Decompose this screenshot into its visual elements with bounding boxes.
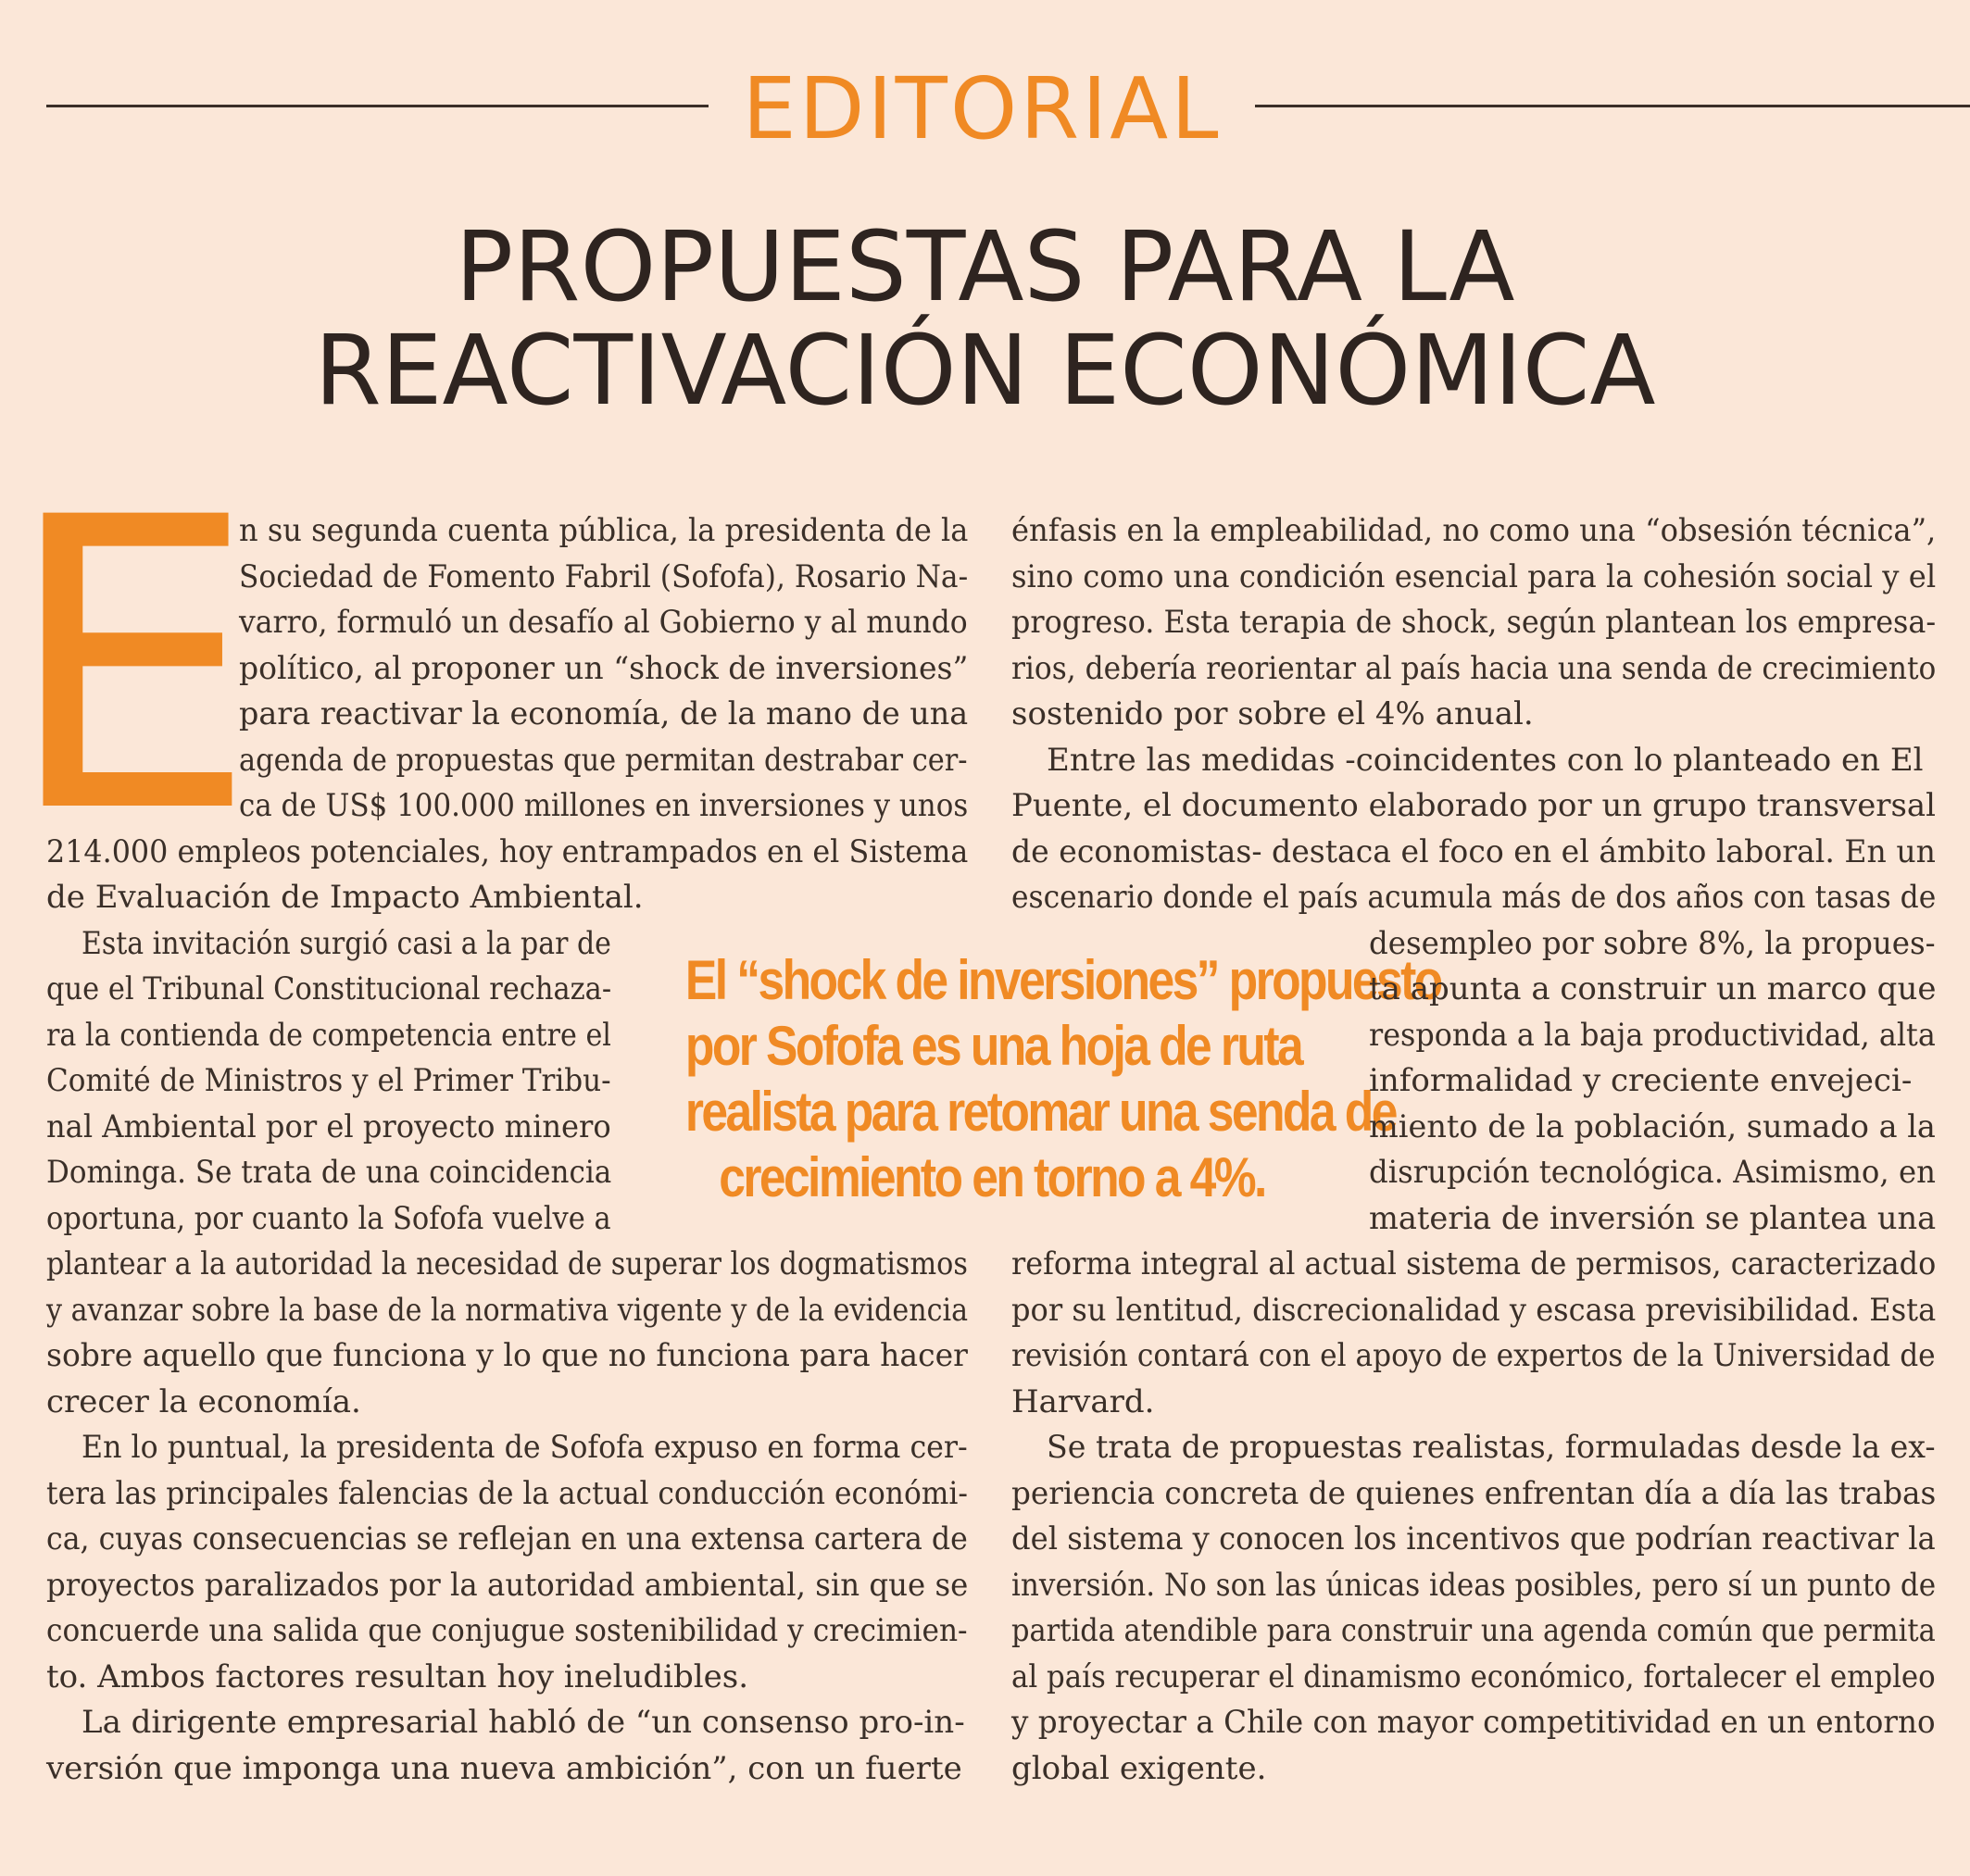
paragraph-line: para reactivar la economía, de la mano de una [239, 695, 969, 732]
pull-quote [684, 947, 1441, 1210]
paragraph-line: Esta invitación surgió casi a la par de [82, 924, 611, 962]
paragraph-line: inversión. No son las únicas ideas posibles, pero sí un punto de [1011, 1566, 1937, 1604]
paragraph-line: n su segunda cuenta pública, la presidenta de la [239, 512, 969, 549]
drop-cap: E [3, 433, 258, 901]
paragraph-line: progreso. Esta terapia de shock, según plantean los empresa- [1011, 604, 1937, 641]
paragraph-line: Sociedad de Fomento Fabril (Sofofa), Rosario Na- [239, 557, 969, 595]
header-rule-right [1255, 105, 1970, 107]
paragraph-line: Puente, el documento elaborado por un grupo transversal [1011, 787, 1936, 824]
paragraph-line: tera las principales falencias de la actual conducción económi- [46, 1474, 968, 1512]
paragraph-line: miento de la población, sumado a la [1369, 1107, 1936, 1145]
paragraph-line: agenda de propuestas que permitan destrabar cer- [239, 741, 968, 779]
paragraph-line: varro, formuló un desafío al Gobierno y al mundo [239, 604, 968, 641]
paragraph-line: materia de inversión se plantea una [1369, 1199, 1937, 1237]
headline-line: PROPUESTAS PARA LA [455, 210, 1515, 323]
paragraph-line: al país recuperar el dinamismo económico, fortalecer el empleo [1011, 1657, 1936, 1695]
paragraph-line: y proyectar a Chile con mayor competitividad en un entorno [1011, 1704, 1936, 1741]
paragraph-line: versión que imponga una nueva ambición”, con un fuerte [46, 1749, 962, 1787]
paragraph-line: crecer la economía. [46, 1382, 361, 1420]
paragraph-line: ca, cuyas consecuencias se reflejan en una extensa cartera de [46, 1520, 968, 1557]
paragraph-line: desempleo por sobre 8%, la propues- [1369, 924, 1936, 962]
headline [0, 210, 1970, 427]
pull-quote-line: crecimiento en torno a 4%. [719, 1146, 1265, 1208]
paragraph-line: En lo puntual, la presidenta de Sofofa expuso en forma cer- [82, 1429, 968, 1466]
paragraph-line: sobre aquello que funciona y lo que no funciona para hacer [46, 1337, 968, 1374]
paragraph-line: Entre las medidas -coincidentes con lo planteado en El [1047, 741, 1924, 779]
section-label: EDITORIAL [742, 59, 1222, 158]
pull-quote-line: por Sofofa es una hoja de ruta [684, 1015, 1302, 1077]
pull-quote-line: realista para retomar una senda de [684, 1081, 1396, 1143]
paragraph-line: ra la contienda de competencia entre el [46, 1016, 611, 1054]
paragraph-line: Comité de Ministros y el Primer Tribu- [46, 1062, 611, 1099]
paragraph-line: escenario donde el país acumula más de dos años con tasas de [1011, 879, 1937, 916]
paragraph-line: reforma integral al actual sistema de permisos, caracterizado [1011, 1245, 1937, 1282]
paragraph-line: Dominga. Se trata de una coincidencia [46, 1154, 612, 1191]
paragraph-line: 214.000 empleos potenciales, hoy entrampados en el Sistema [46, 832, 969, 870]
pull-quote-line: El “shock de inversiones” propuesto [684, 949, 1441, 1011]
header-rule-left [46, 105, 709, 107]
paragraph-line: proyectos paralizados por la autoridad ambiental, sin que se [46, 1566, 969, 1604]
headline-line: REACTIVACIÓN ECONÓMICA [314, 314, 1656, 427]
paragraph-line: concuerde una salida que conjugue sostenibilidad y crecimien- [46, 1612, 968, 1649]
paragraph-line: énfasis en la empleabilidad, no como una “obsesión técnica”, [1011, 512, 1937, 549]
paragraph-line: Harvard. [1011, 1382, 1155, 1420]
paragraph-line: por su lentitud, discrecionalidad y escasa previsibilidad. Esta [1011, 1291, 1937, 1329]
section-header [0, 59, 1970, 158]
paragraph-line: sostenido por sobre el 4% anual. [1011, 695, 1534, 732]
paragraph-line: plantear a la autoridad la necesidad de superar los dogmatismos [46, 1245, 968, 1282]
paragraph-line: Se trata de propuestas realistas, formuladas desde la ex- [1047, 1429, 1936, 1466]
paragraph-line: periencia concreta de quienes enfrentan día a día las trabas [1011, 1474, 1937, 1512]
paragraph-line: de economistas- destaca el foco en el ámbito laboral. En un [1011, 832, 1936, 870]
paragraph-line: y avanzar sobre la base de la normativa vigente y de la evidencia [46, 1291, 969, 1329]
paragraph-line: del sistema y conocen los incentivos que podrían reactivar la [1011, 1520, 1936, 1557]
paragraph-line: ca de US$ 100.000 millones en inversiones y unos [239, 787, 969, 824]
paragraph-line: partida atendible para construir una agenda común que permita [1011, 1612, 1936, 1649]
paragraph-line: revisión contará con el apoyo de expertos de la Universidad de [1011, 1337, 1936, 1374]
paragraph-line: que el Tribunal Constitucional rechaza- [46, 970, 612, 1007]
paragraph-line: La dirigente empresarial habló de “un consenso pro-in- [82, 1704, 965, 1741]
paragraph-line: de Evaluación de Impacto Ambiental. [46, 879, 644, 916]
paragraph-line: político, al proponer un “shock de inversiones” [239, 649, 969, 687]
paragraph-line: global exigente. [1011, 1749, 1267, 1787]
paragraph-line: to. Ambos factores resultan hoy ineludibles. [46, 1657, 749, 1695]
paragraph-line: disrupción tecnológica. Asimismo, en [1369, 1154, 1936, 1191]
paragraph-line: responda a la baja productividad, alta [1369, 1016, 1936, 1054]
paragraph-line: oportuna, por cuanto la Sofofa vuelve a [46, 1199, 611, 1237]
paragraph-line: rios, debería reorientar al país hacia una senda de crecimiento [1011, 649, 1937, 687]
paragraph-line: informalidad y creciente envejeci- [1369, 1062, 1913, 1099]
paragraph-line: nal Ambiental por el proyecto minero [46, 1107, 611, 1145]
paragraph-line: ta apunta a construir un marco que [1369, 970, 1937, 1007]
paragraph-line: sino como una condición esencial para la cohesión social y el [1011, 557, 1937, 595]
